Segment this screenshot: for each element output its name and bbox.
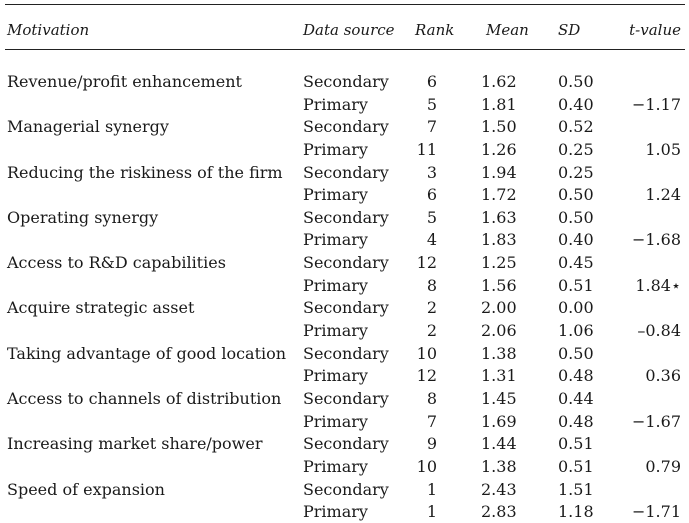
table-row	[5, 410, 685, 433]
rank-cell: 8	[426, 389, 437, 409]
data-source-cell: Primary	[303, 275, 368, 295]
rank-cell: 12	[416, 253, 437, 273]
sd-cell: 0.51	[558, 275, 594, 295]
motivation-group	[5, 387, 685, 432]
data-source-cell: Secondary	[303, 343, 389, 363]
sd-cell: 0.52	[558, 117, 594, 137]
mean-cell: 1.63	[481, 207, 517, 227]
sd-cell: 0.48	[558, 366, 594, 386]
data-source-cell: Secondary	[303, 389, 389, 409]
header-t-value: t-value	[629, 21, 681, 39]
sd-cell: 0.51	[558, 456, 594, 476]
t-value-cell: –0.84	[637, 321, 681, 341]
sd-cell: 1.06	[558, 321, 594, 341]
table-row	[5, 364, 685, 387]
mean-cell: 1.44	[481, 434, 517, 454]
data-source-cell: Primary	[303, 230, 368, 250]
mean-cell: 1.26	[481, 139, 517, 159]
motivation-cell: Access to channels of distribution	[7, 389, 282, 409]
mean-cell: 1.56	[481, 275, 517, 295]
table-header	[5, 5, 685, 49]
table-row	[5, 93, 685, 116]
sd-cell: 0.25	[558, 139, 594, 159]
rank-cell: 10	[416, 343, 437, 363]
mean-cell: 1.81	[481, 94, 517, 114]
table-row	[5, 228, 685, 251]
motivation-cell: Taking advantage of good location	[7, 343, 287, 363]
sd-cell: 0.40	[558, 230, 594, 250]
motivation-group	[5, 206, 685, 251]
t-value-cell: 0.79	[645, 456, 681, 476]
rank-cell: 2	[426, 298, 437, 318]
table-row	[5, 115, 685, 138]
mean-cell: 1.72	[481, 185, 517, 205]
motivation-cell: Managerial synergy	[7, 117, 169, 137]
rank-cell: 7	[426, 411, 437, 431]
data-source-cell: Primary	[303, 139, 368, 159]
data-source-cell: Primary	[303, 456, 368, 476]
data-source-cell: Primary	[303, 411, 368, 431]
table-row	[5, 319, 685, 342]
rank-cell: 1	[426, 502, 437, 522]
rank-cell: 4	[426, 230, 437, 250]
motivation-cell: Reducing the riskiness of the firm	[7, 162, 283, 182]
rank-cell: 7	[426, 117, 437, 137]
sd-cell: 0.45	[558, 253, 594, 273]
mean-cell: 1.62	[481, 72, 517, 91]
data-source-cell: Secondary	[303, 117, 389, 137]
sd-cell: 0.44	[558, 389, 594, 409]
rank-cell: 2	[426, 321, 437, 341]
header-mean: Mean	[486, 21, 529, 39]
sd-cell: 0.48	[558, 411, 594, 431]
data-source-cell: Secondary	[303, 253, 389, 273]
data-source-cell: Primary	[303, 366, 368, 386]
mean-cell: 2.00	[481, 298, 517, 318]
sd-cell: 0.51	[558, 434, 594, 454]
rank-cell: 10	[416, 456, 437, 476]
motivation-group	[5, 161, 685, 206]
sd-cell: 0.00	[558, 298, 594, 318]
data-source-cell: Primary	[303, 94, 368, 114]
header-rank: Rank	[415, 21, 455, 39]
table-row	[5, 478, 685, 501]
table-row	[5, 138, 685, 161]
rank-cell: 5	[426, 207, 437, 227]
rank-cell: 5	[426, 94, 437, 114]
motivation-group	[5, 251, 685, 296]
table-row	[5, 206, 685, 229]
sd-cell: 0.50	[558, 72, 594, 91]
mean-cell: 1.25	[481, 253, 517, 273]
mean-cell: 2.06	[481, 321, 517, 341]
t-value-cell: 1.24	[645, 185, 681, 205]
sd-cell: 1.51	[558, 479, 594, 499]
motivation-cell: Speed of expansion	[7, 479, 165, 499]
data-source-cell: Secondary	[303, 434, 389, 454]
motivation-table	[5, 4, 685, 523]
motivation-group	[5, 296, 685, 341]
table-row	[5, 432, 685, 455]
motivation-cell: Operating synergy	[7, 207, 159, 227]
rank-cell: 8	[426, 275, 437, 295]
t-value-cell: −1.68	[631, 230, 681, 250]
data-source-cell: Secondary	[303, 162, 389, 182]
motivation-group	[5, 342, 685, 387]
header-sd: SD	[558, 21, 581, 39]
motivation-group	[5, 70, 685, 115]
table-row	[5, 342, 685, 365]
t-value-cell: −1.71	[631, 502, 681, 522]
motivation-cell: Access to R&D capabilities	[7, 253, 226, 273]
t-value-cell: −1.17	[631, 94, 681, 114]
motivation-group	[5, 432, 685, 477]
sd-cell: 0.25	[558, 162, 594, 182]
rank-cell: 6	[426, 72, 437, 91]
table-row	[5, 387, 685, 410]
table-row	[5, 161, 685, 184]
table-row	[5, 500, 685, 523]
mean-cell: 2.43	[481, 479, 517, 499]
rank-cell: 3	[426, 162, 437, 182]
table-row	[5, 274, 685, 297]
data-source-cell: Secondary	[303, 298, 389, 318]
sd-cell: 0.50	[558, 343, 594, 363]
mean-cell: 1.94	[481, 162, 517, 182]
motivation-cell: Acquire strategic asset	[7, 298, 195, 318]
t-value-cell: 0.36	[645, 366, 681, 386]
motivation-group	[5, 115, 685, 160]
mean-cell: 1.83	[481, 230, 517, 250]
table-row	[5, 251, 685, 274]
t-value-cell: 1.84⋆	[635, 275, 681, 295]
table-row	[5, 455, 685, 478]
rank-cell: 6	[426, 185, 437, 205]
sd-cell: 0.50	[558, 185, 594, 205]
mean-cell: 1.50	[481, 117, 517, 137]
mean-cell: 2.83	[481, 502, 517, 522]
data-source-cell: Primary	[303, 502, 368, 522]
mean-cell: 1.31	[481, 366, 517, 386]
rank-cell: 9	[426, 434, 437, 454]
rank-cell: 1	[426, 479, 437, 499]
data-source-cell: Secondary	[303, 479, 389, 499]
data-source-cell: Secondary	[303, 72, 389, 91]
table-row	[5, 296, 685, 319]
sd-cell: 0.40	[558, 94, 594, 114]
motivation-cell: Increasing market share/power	[7, 434, 263, 454]
mean-cell: 1.45	[481, 389, 517, 409]
rank-cell: 12	[416, 366, 437, 386]
sd-cell: 0.50	[558, 207, 594, 227]
table-body	[5, 50, 685, 523]
rank-cell: 11	[416, 139, 437, 159]
data-source-cell: Secondary	[303, 207, 389, 227]
header-motivation: Motivation	[7, 21, 90, 39]
mean-cell: 1.38	[481, 343, 517, 363]
mean-cell: 1.69	[481, 411, 517, 431]
table-row	[5, 70, 685, 93]
sd-cell: 1.18	[558, 502, 594, 522]
motivation-cell: Revenue/profit enhancement	[7, 72, 242, 91]
motivation-group	[5, 478, 685, 523]
t-value-cell: 1.05	[645, 139, 681, 159]
table-row	[5, 183, 685, 206]
t-value-cell: −1.67	[631, 411, 681, 431]
data-source-cell: Primary	[303, 185, 368, 205]
header-data-source: Data source	[303, 21, 395, 39]
mean-cell: 1.38	[481, 456, 517, 476]
data-source-cell: Primary	[303, 321, 368, 341]
